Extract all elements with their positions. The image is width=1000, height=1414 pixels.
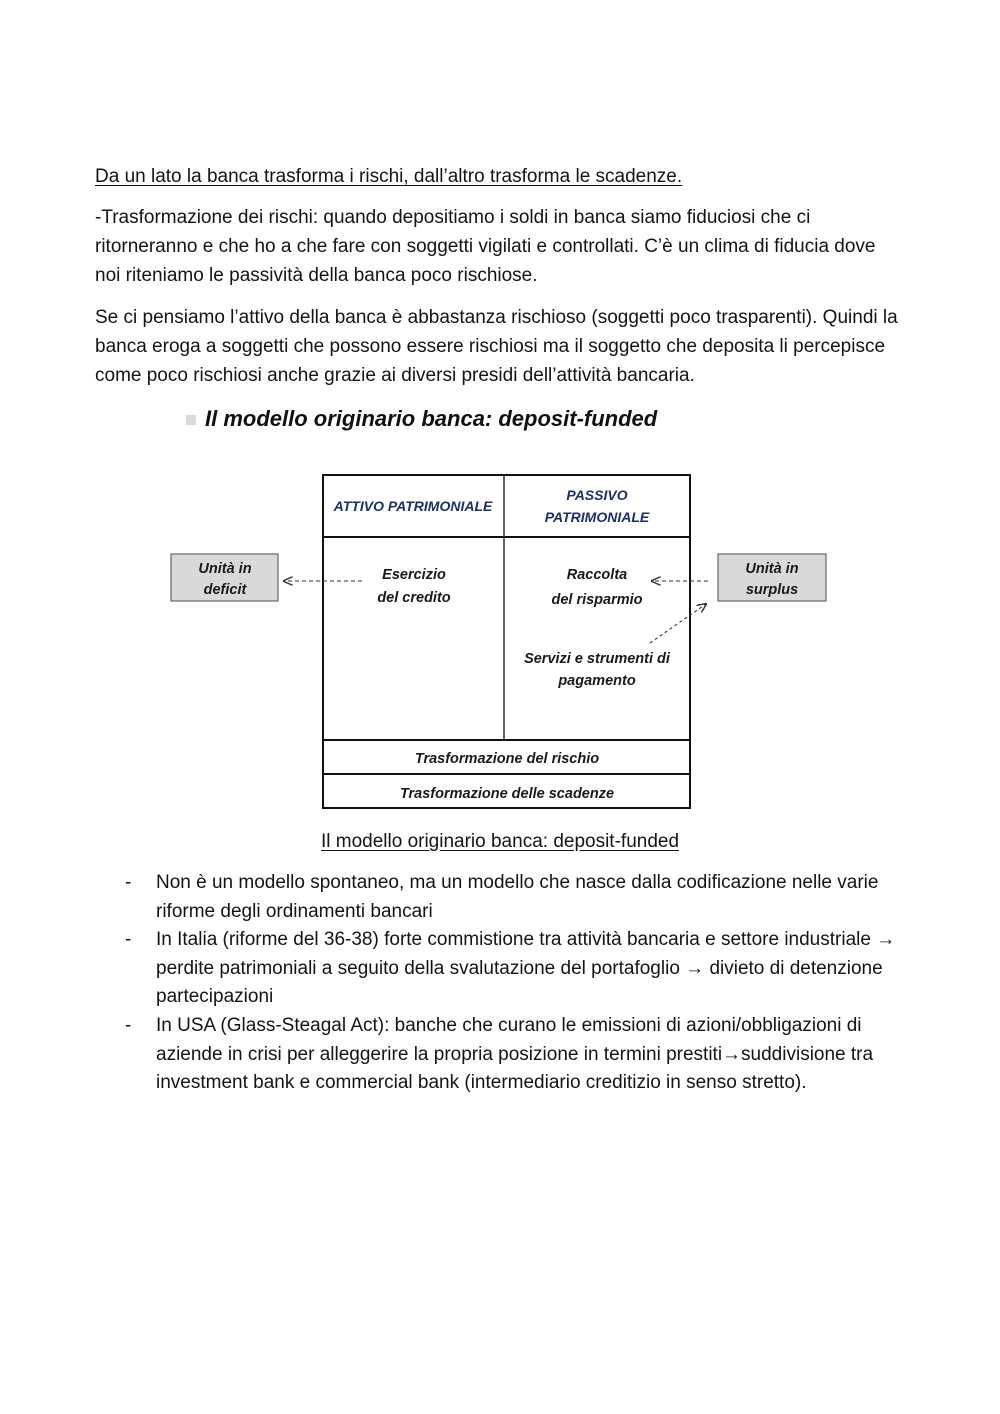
bullet-dash: -: [125, 1014, 132, 1036]
header-passivo-line1: PASSIVO: [566, 487, 628, 503]
bullet-text: In Italia (riforme del 36-38) forte commistione tra attività bancaria e settore industriale → perdite patrimoniali a seguito della svalutazione del portafoglio → divieto di detenzione partecipazioni: [156, 929, 896, 1008]
list-item: [125, 869, 905, 926]
deficit-label-line2: deficit: [203, 582, 247, 598]
cell-raccolta-line2: del risparmio: [551, 592, 643, 608]
cell-esercizio-line1: Esercizio: [382, 567, 446, 583]
list-item: [125, 926, 905, 1012]
section-heading: Da un lato la banca trasforma i rischi, dall’altro trasforma le scadenze.: [95, 166, 683, 187]
cell-servizi-line1: Servizi e strumenti di: [524, 651, 670, 667]
paragraph-bank-assets: Se ci pensiamo l’attivo della banca è abbastanza rischioso (soggetti poco trasparenti). Quindi la banca eroga a soggetti che possono essere rischiosi ma il soggetto che deposita li percepisce come poco rischiosi anche grazie ai diversi presidi dell’attività bancaria.: [95, 307, 898, 386]
header-attivo: ATTIVO PATRIMONIALE: [333, 498, 493, 514]
bullet-text: In USA (Glass-Steagal Act): banche che curano le emissioni di azioni/obbligazioni di aziende in crisi per alleggerire la propria posizione in termini prestiti→suddivisione tra investment bank e commercial bank (intermediario creditizio in senso stretto).: [156, 1014, 874, 1094]
figure-caption: Il modello originario banca: deposit-funded: [320, 831, 680, 852]
bullet-dash: -: [125, 872, 132, 893]
cell-raccolta-line1: Raccolta: [566, 567, 628, 583]
bullet-list: [125, 869, 905, 1098]
bullet-text: Non è un modello spontaneo, ma un modello che nasce dalla codificazione nelle varie riforme degli ordinamenti bancari: [156, 872, 879, 922]
title-bullet-icon: [186, 415, 196, 425]
figure-title: Il modello originario banca: deposit-funded: [205, 406, 658, 431]
bullet-dash: -: [125, 929, 132, 951]
cell-esercizio-line2: del credito: [377, 590, 451, 606]
list-item: [125, 1012, 905, 1098]
cell-servizi-line2: pagamento: [558, 673, 636, 689]
surplus-label-line2: surplus: [745, 582, 799, 598]
deficit-label-line1: Unità in: [198, 561, 252, 577]
surplus-label-line1: Unità in: [745, 561, 799, 577]
row-trasformazione-scadenze: Trasformazione delle scadenze: [399, 786, 615, 802]
paragraph-risk-transformation: -Trasformazione dei rischi: quando depositiamo i soldi in banca siamo fiduciosi che ci ritorneranno e che ho a che fare con soggetti vigilati e controllati. C’è un clima di fiducia dove noi riteniamo le passività della banca poco rischiose.: [95, 207, 876, 286]
header-passivo-line2: PATRIMONIALE: [544, 509, 650, 525]
row-trasformazione-rischio: Trasformazione del rischio: [414, 751, 600, 767]
